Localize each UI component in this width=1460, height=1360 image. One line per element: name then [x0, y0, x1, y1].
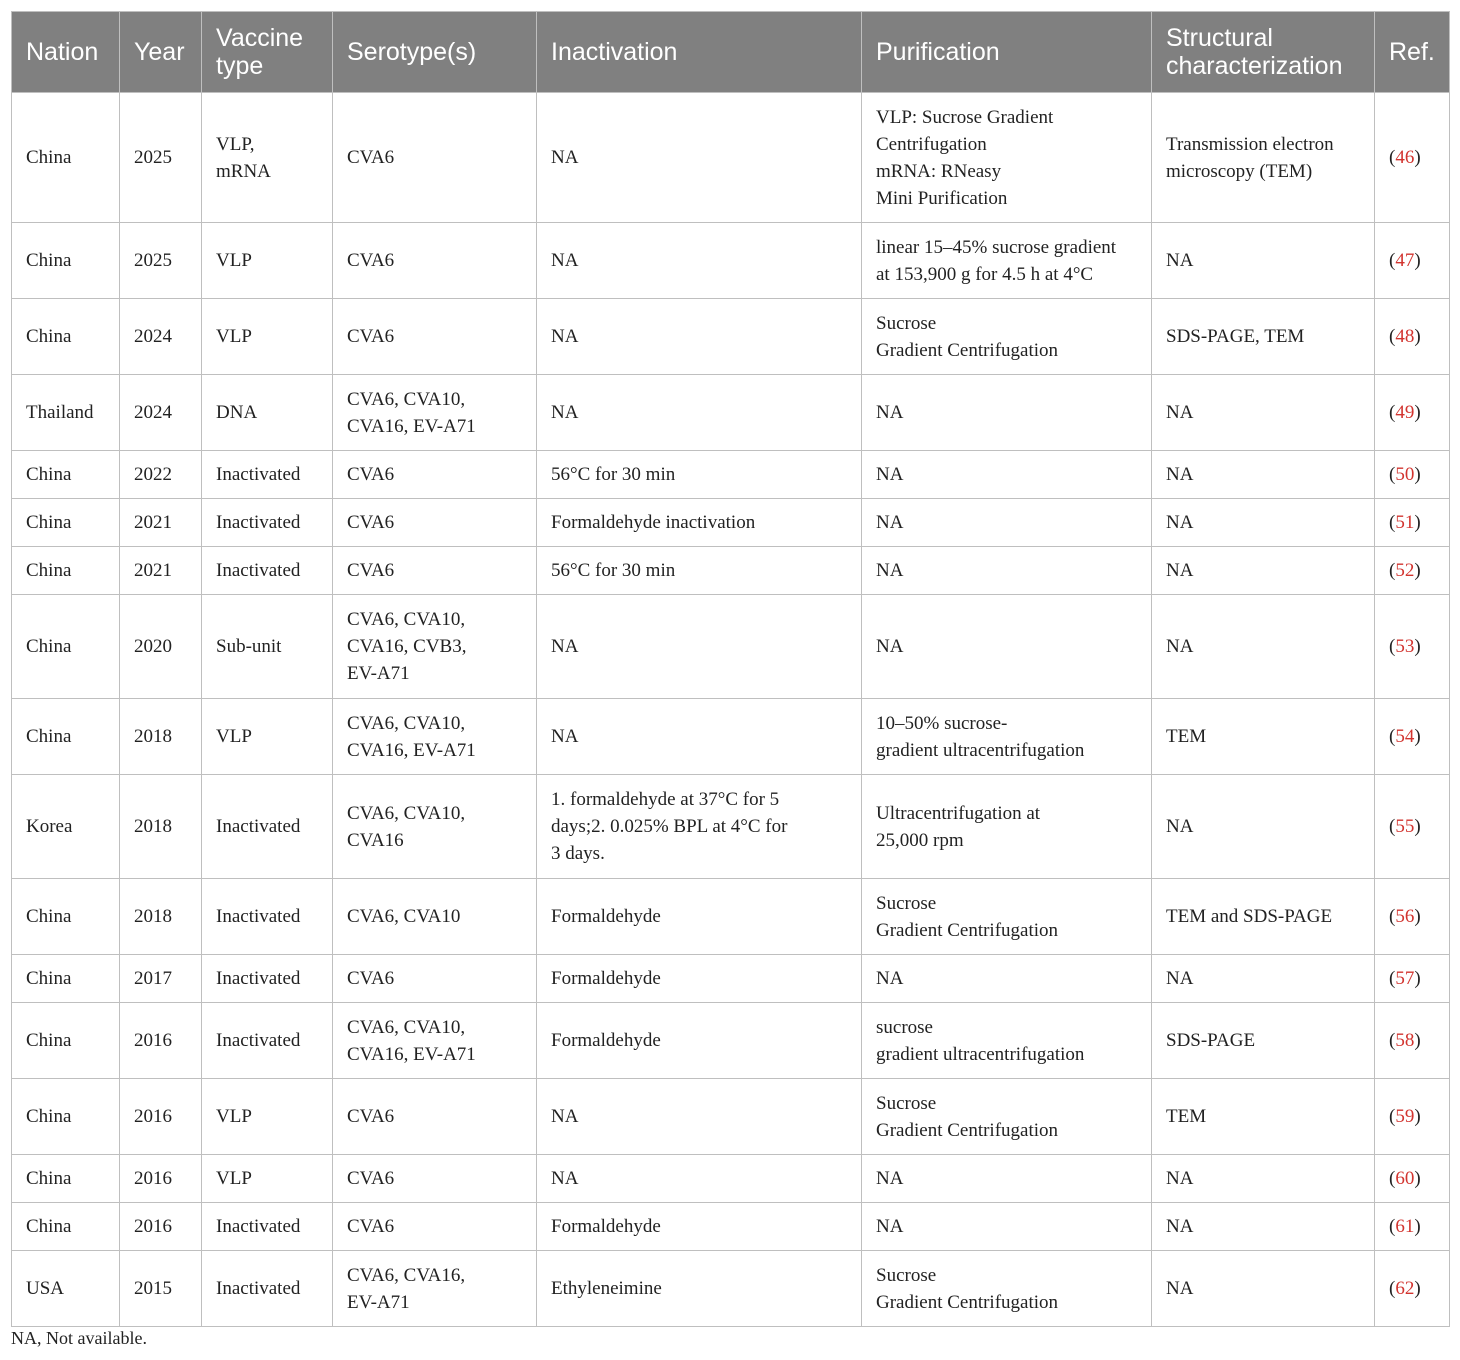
cell-ref — [1375, 879, 1450, 955]
ref-link[interactable]: 61 — [1395, 1216, 1415, 1237]
cell-inactivation: 1. formaldehyde at 37°C for 5 days;2. 0.025% BPL at 4°C for 3 days. — [537, 775, 862, 879]
cell-serotypes: CVA6, CVA10 — [333, 879, 537, 955]
cell-ref — [1375, 1079, 1450, 1155]
cell-inactivation: Formaldehyde — [537, 1203, 862, 1251]
cell-structural-characterization: Transmission electron microscopy (TEM) — [1152, 93, 1375, 223]
ref-paren-open: ( — [1389, 968, 1396, 989]
ref-link[interactable]: 59 — [1395, 1106, 1415, 1127]
ref-paren-close: ) — [1414, 1216, 1421, 1237]
ref-link[interactable]: 58 — [1395, 1030, 1415, 1051]
cell-inactivation: NA — [537, 595, 862, 699]
cell-serotypes: CVA6, CVA10, CVA16, EV-A71 — [333, 375, 537, 451]
ref-paren-open: ( — [1389, 1106, 1396, 1127]
cell-year: 2018 — [120, 879, 202, 955]
cell-ref — [1375, 595, 1450, 699]
cell-purification: NA — [862, 1203, 1152, 1251]
ref-paren-close: ) — [1414, 147, 1421, 168]
table-row — [12, 223, 1450, 299]
cell-purification: VLP: Sucrose Gradient Centrifugation mRNA: RNeasy Mini Purification — [862, 93, 1152, 223]
cell-inactivation: NA — [537, 1155, 862, 1203]
cell-vaccine-type: VLP, mRNA — [202, 93, 333, 223]
cell-purification: Sucrose Gradient Centrifugation — [862, 879, 1152, 955]
cell-nation: China — [12, 223, 120, 299]
cell-purification: sucrose gradient ultracentrifugation — [862, 1003, 1152, 1079]
ref-link[interactable]: 56 — [1395, 906, 1415, 927]
cell-nation: China — [12, 93, 120, 223]
cell-year: 2018 — [120, 775, 202, 879]
cell-year: 2016 — [120, 1079, 202, 1155]
cell-structural-characterization: NA — [1152, 775, 1375, 879]
ref-link[interactable]: 52 — [1395, 560, 1415, 581]
cell-structural-characterization: NA — [1152, 547, 1375, 595]
table-row — [12, 879, 1450, 955]
ref-paren-open: ( — [1389, 402, 1396, 423]
table-row — [12, 775, 1450, 879]
ref-paren-open: ( — [1389, 250, 1396, 271]
ref-paren-open: ( — [1389, 147, 1396, 168]
cell-year: 2016 — [120, 1203, 202, 1251]
cell-year: 2024 — [120, 375, 202, 451]
ref-paren-open: ( — [1389, 636, 1396, 657]
ref-paren-open: ( — [1389, 1216, 1396, 1237]
ref-link[interactable]: 55 — [1395, 816, 1415, 837]
ref-paren-open: ( — [1389, 326, 1396, 347]
header-nation: Nation — [12, 12, 120, 93]
cell-year: 2021 — [120, 499, 202, 547]
ref-paren-close: ) — [1414, 1106, 1421, 1127]
cell-inactivation: NA — [537, 299, 862, 375]
cell-nation: China — [12, 879, 120, 955]
ref-paren-open: ( — [1389, 906, 1396, 927]
ref-paren-open: ( — [1389, 1030, 1396, 1051]
cell-year: 2015 — [120, 1251, 202, 1327]
cell-structural-characterization: NA — [1152, 1251, 1375, 1327]
cell-vaccine-type: VLP — [202, 1155, 333, 1203]
cell-structural-characterization: SDS-PAGE, TEM — [1152, 299, 1375, 375]
cell-structural-characterization: NA — [1152, 451, 1375, 499]
cell-ref — [1375, 1003, 1450, 1079]
ref-paren-close: ) — [1414, 1030, 1421, 1051]
cell-inactivation: Formaldehyde — [537, 1003, 862, 1079]
cell-structural-characterization: TEM — [1152, 1079, 1375, 1155]
table-row — [12, 1003, 1450, 1079]
cell-inactivation: 56°C for 30 min — [537, 451, 862, 499]
cell-ref — [1375, 499, 1450, 547]
ref-link[interactable]: 54 — [1395, 726, 1415, 747]
ref-paren-open: ( — [1389, 560, 1396, 581]
ref-link[interactable]: 48 — [1395, 326, 1415, 347]
cell-year: 2025 — [120, 223, 202, 299]
ref-paren-open: ( — [1389, 726, 1396, 747]
ref-paren-close: ) — [1414, 402, 1421, 423]
vaccine-table-container — [11, 11, 1449, 1327]
cell-year: 2016 — [120, 1003, 202, 1079]
cell-structural-characterization: NA — [1152, 595, 1375, 699]
ref-paren-close: ) — [1414, 636, 1421, 657]
cell-nation: China — [12, 1203, 120, 1251]
ref-link[interactable]: 47 — [1395, 250, 1415, 271]
ref-paren-close: ) — [1414, 560, 1421, 581]
cell-nation: China — [12, 1079, 120, 1155]
ref-paren-close: ) — [1414, 326, 1421, 347]
cell-nation: China — [12, 547, 120, 595]
cell-serotypes: CVA6 — [333, 547, 537, 595]
cell-purification: 10–50% sucrose- gradient ultracentrifugation — [862, 699, 1152, 775]
cell-vaccine-type: VLP — [202, 223, 333, 299]
cell-ref — [1375, 1203, 1450, 1251]
cell-year: 2016 — [120, 1155, 202, 1203]
table-row — [12, 375, 1450, 451]
cell-vaccine-type: Sub-unit — [202, 595, 333, 699]
cell-structural-characterization: NA — [1152, 1203, 1375, 1251]
cell-year: 2022 — [120, 451, 202, 499]
cell-serotypes: CVA6 — [333, 299, 537, 375]
cell-serotypes: CVA6 — [333, 955, 537, 1003]
cell-year: 2020 — [120, 595, 202, 699]
cell-structural-characterization: NA — [1152, 375, 1375, 451]
cell-structural-characterization: TEM and SDS-PAGE — [1152, 879, 1375, 955]
ref-paren-close: ) — [1414, 464, 1421, 485]
cell-inactivation: NA — [537, 375, 862, 451]
ref-link[interactable]: 53 — [1395, 636, 1415, 657]
cell-inactivation: 56°C for 30 min — [537, 547, 862, 595]
cell-ref — [1375, 547, 1450, 595]
cell-nation: China — [12, 451, 120, 499]
cell-vaccine-type: VLP — [202, 1079, 333, 1155]
table-row — [12, 93, 1450, 223]
table-row — [12, 699, 1450, 775]
cell-ref — [1375, 699, 1450, 775]
cell-purification: NA — [862, 499, 1152, 547]
cell-nation: China — [12, 955, 120, 1003]
cell-vaccine-type: Inactivated — [202, 451, 333, 499]
cell-structural-characterization: NA — [1152, 955, 1375, 1003]
cell-structural-characterization: NA — [1152, 499, 1375, 547]
ref-link[interactable]: 51 — [1395, 512, 1415, 533]
table-row — [12, 595, 1450, 699]
ref-paren-close: ) — [1414, 816, 1421, 837]
table-footnote: NA, Not available. — [11, 1328, 147, 1348]
cell-structural-characterization: NA — [1152, 223, 1375, 299]
cell-vaccine-type: Inactivated — [202, 547, 333, 595]
cell-ref — [1375, 775, 1450, 879]
cell-serotypes: CVA6, CVA10, CVA16, EV-A71 — [333, 1003, 537, 1079]
ref-link[interactable]: 50 — [1395, 464, 1415, 485]
table-row — [12, 547, 1450, 595]
ref-paren-close: ) — [1414, 906, 1421, 927]
cell-vaccine-type: Inactivated — [202, 955, 333, 1003]
cell-purification: Sucrose Gradient Centrifugation — [862, 299, 1152, 375]
cell-inactivation: Formaldehyde — [537, 955, 862, 1003]
table-row — [12, 299, 1450, 375]
ref-paren-open: ( — [1389, 816, 1396, 837]
header-serotypes: Serotype(s) — [333, 12, 537, 93]
cell-ref — [1375, 1251, 1450, 1327]
cell-purification: NA — [862, 1155, 1152, 1203]
cell-ref — [1375, 93, 1450, 223]
cell-serotypes: CVA6 — [333, 223, 537, 299]
cell-purification: Sucrose Gradient Centrifugation — [862, 1079, 1152, 1155]
cell-vaccine-type: Inactivated — [202, 1003, 333, 1079]
cell-ref — [1375, 451, 1450, 499]
ref-paren-close: ) — [1414, 968, 1421, 989]
header-purification: Purification — [862, 12, 1152, 93]
header-row — [12, 12, 1450, 93]
cell-structural-characterization: SDS-PAGE — [1152, 1003, 1375, 1079]
cell-serotypes: CVA6 — [333, 451, 537, 499]
header-vaccine-type: Vaccine type — [202, 12, 333, 93]
ref-link[interactable]: 49 — [1395, 402, 1415, 423]
cell-vaccine-type: DNA — [202, 375, 333, 451]
header-structural-characterization: Structural characterization — [1152, 12, 1375, 93]
ref-paren-close: ) — [1414, 250, 1421, 271]
cell-purification: NA — [862, 547, 1152, 595]
cell-nation: USA — [12, 1251, 120, 1327]
ref-paren-close: ) — [1414, 1278, 1421, 1299]
ref-link[interactable]: 57 — [1395, 968, 1415, 989]
cell-serotypes: CVA6 — [333, 1079, 537, 1155]
cell-year: 2017 — [120, 955, 202, 1003]
table-body — [12, 93, 1450, 1327]
table-row — [12, 451, 1450, 499]
cell-vaccine-type: Inactivated — [202, 879, 333, 955]
ref-paren-open: ( — [1389, 464, 1396, 485]
cell-year: 2025 — [120, 93, 202, 223]
cell-structural-characterization: TEM — [1152, 699, 1375, 775]
cell-purification: NA — [862, 595, 1152, 699]
cell-serotypes: CVA6, CVA16, EV-A71 — [333, 1251, 537, 1327]
header-inactivation: Inactivation — [537, 12, 862, 93]
cell-ref — [1375, 223, 1450, 299]
cell-ref — [1375, 299, 1450, 375]
header-year: Year — [120, 12, 202, 93]
cell-nation: China — [12, 499, 120, 547]
cell-inactivation: NA — [537, 223, 862, 299]
cell-inactivation: Formaldehyde inactivation — [537, 499, 862, 547]
cell-serotypes: CVA6, CVA10, CVA16 — [333, 775, 537, 879]
cell-inactivation: Ethyleneimine — [537, 1251, 862, 1327]
cell-serotypes: CVA6 — [333, 93, 537, 223]
cell-purification: NA — [862, 375, 1152, 451]
table-row — [12, 499, 1450, 547]
cell-nation: Thailand — [12, 375, 120, 451]
table-row — [12, 1155, 1450, 1203]
ref-paren-close: ) — [1414, 512, 1421, 533]
ref-link[interactable]: 46 — [1395, 147, 1415, 168]
cell-year: 2021 — [120, 547, 202, 595]
ref-link[interactable]: 60 — [1395, 1168, 1415, 1189]
cell-nation: China — [12, 1003, 120, 1079]
cell-nation: China — [12, 299, 120, 375]
cell-ref — [1375, 1155, 1450, 1203]
table-row — [12, 955, 1450, 1003]
ref-paren-open: ( — [1389, 1168, 1396, 1189]
cell-year: 2018 — [120, 699, 202, 775]
table-header — [12, 12, 1450, 93]
cell-ref — [1375, 955, 1450, 1003]
cell-purification: NA — [862, 955, 1152, 1003]
cell-ref — [1375, 375, 1450, 451]
ref-paren-open: ( — [1389, 1278, 1396, 1299]
cell-vaccine-type: Inactivated — [202, 775, 333, 879]
cell-purification: NA — [862, 451, 1152, 499]
cell-serotypes: CVA6 — [333, 1155, 537, 1203]
cell-serotypes: CVA6, CVA10, CVA16, EV-A71 — [333, 699, 537, 775]
cell-serotypes: CVA6 — [333, 1203, 537, 1251]
ref-paren-close: ) — [1414, 1168, 1421, 1189]
cell-year: 2024 — [120, 299, 202, 375]
table-row — [12, 1079, 1450, 1155]
cell-inactivation: NA — [537, 93, 862, 223]
cell-serotypes: CVA6, CVA10, CVA16, CVB3, EV-A71 — [333, 595, 537, 699]
cell-serotypes: CVA6 — [333, 499, 537, 547]
ref-paren-open: ( — [1389, 512, 1396, 533]
cell-nation: China — [12, 1155, 120, 1203]
cell-vaccine-type: Inactivated — [202, 499, 333, 547]
cell-purification: Ultracentrifugation at 25,000 rpm — [862, 775, 1152, 879]
vaccine-table — [11, 11, 1450, 1327]
cell-vaccine-type: VLP — [202, 299, 333, 375]
ref-paren-close: ) — [1414, 726, 1421, 747]
ref-link[interactable]: 62 — [1395, 1278, 1415, 1299]
cell-vaccine-type: Inactivated — [202, 1203, 333, 1251]
cell-vaccine-type: VLP — [202, 699, 333, 775]
table-row — [12, 1203, 1450, 1251]
cell-nation: China — [12, 595, 120, 699]
cell-purification: Sucrose Gradient Centrifugation — [862, 1251, 1152, 1327]
cell-inactivation: NA — [537, 1079, 862, 1155]
header-ref: Ref. — [1375, 12, 1450, 93]
cell-structural-characterization: NA — [1152, 1155, 1375, 1203]
cell-vaccine-type: Inactivated — [202, 1251, 333, 1327]
table-row — [12, 1251, 1450, 1327]
cell-purification: linear 15–45% sucrose gradient at 153,900 g for 4.5 h at 4°C — [862, 223, 1152, 299]
cell-nation: Korea — [12, 775, 120, 879]
cell-inactivation: Formaldehyde — [537, 879, 862, 955]
cell-inactivation: NA — [537, 699, 862, 775]
cell-nation: China — [12, 699, 120, 775]
